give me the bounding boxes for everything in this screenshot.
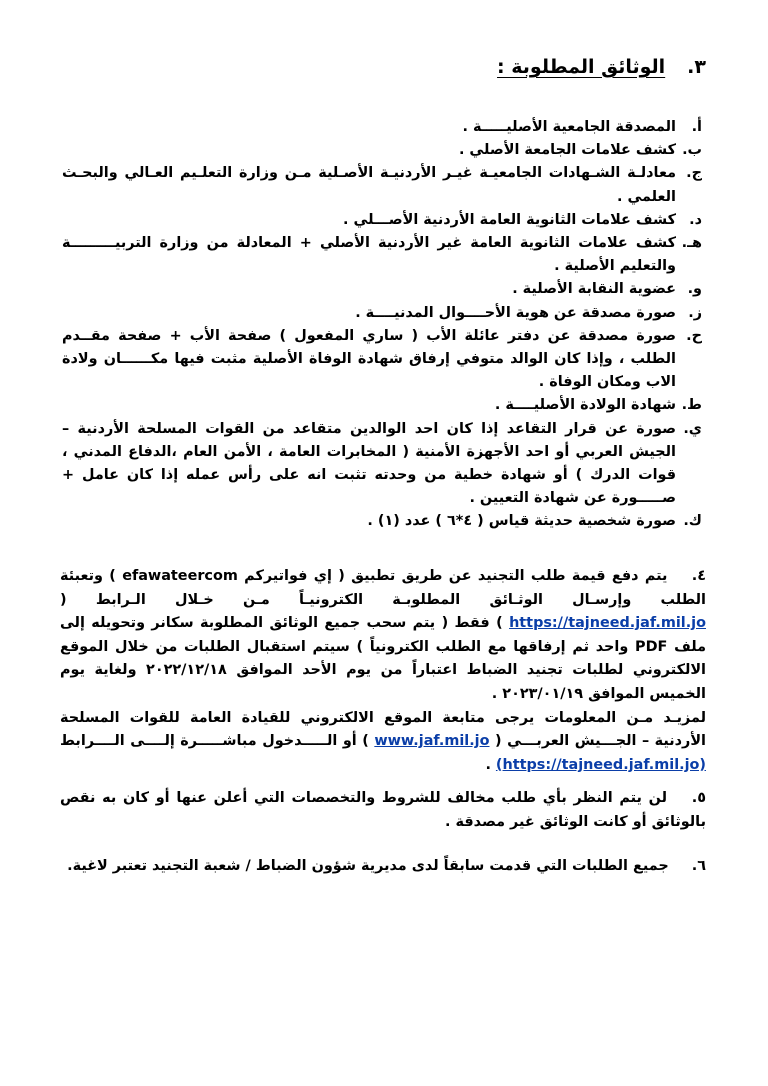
list-item: [62, 510, 702, 533]
paragraph-5-text: لن يتم النظر بأي طلب مخالف للشروط والتخصصات التي أعلن عنها أو كان به نقص بالوثائق أو كانت الوثائق غير مصدقة .: [60, 790, 706, 830]
direct-application-link[interactable]: (https://tajneed.jaf.mil.jo): [495, 756, 706, 773]
application-link[interactable]: https://tajneed.jaf.mil.jo: [509, 615, 706, 632]
list-marker: ج.: [686, 165, 702, 182]
list-item-text: صورة مصدقة عن هوية الأحــــوال المدنيــــة .: [355, 304, 676, 321]
list-item-text: صورة مصدقة عن دفتر عائلة الأب ( ساري المفعول ) صفحة الأب + صفحة مقــدم الطلب ، وإذا كان الوالد متوفي إرفاق شهادة الوفاة الأصلية مثبت فيها مكــــــان ولادة الاب ومكان الوفاة .: [62, 327, 676, 391]
list-item: [62, 116, 702, 139]
list-marker: د.: [689, 211, 702, 228]
list-item-text: عضوية النقابة الأصلية .: [512, 281, 676, 298]
list-item: [62, 209, 702, 232]
list-item-text: معادلـة الشـهادات الجامعيـة غيـر الأردنيـة الأصـلية مـن وزارة التعلـيم العـالي والبحـث العلمي .: [62, 165, 676, 205]
paragraph-6-text: جميع الطلبات التي قدمت سابقاً لدى مديرية شؤون الضباط / شعبة التجنيد تعتبر لاغية.: [67, 858, 669, 874]
list-item-text: شهادة الولادة الأصليــــة .: [494, 397, 676, 414]
paragraph-4-text-4: ) أو الـــــدخول مباشـــــرة إلــــى الــــرابط: [60, 733, 369, 750]
list-marker: ك.: [683, 513, 702, 530]
section-3-heading: [497, 56, 706, 78]
list-marker: ي.: [683, 420, 702, 437]
list-item: [62, 394, 702, 417]
list-marker: هـ.: [681, 235, 702, 252]
paragraph-number: ٥.: [691, 790, 707, 806]
list-item: [62, 418, 702, 511]
paragraph-4-text-1: يتم دفع قيمة طلب التجنيد عن طريق تطبيق ( إي فواتيركم efawateercom ) وتعبئة الطلب وإرسـال الوثـائق المطلوبـة الكترونيـاً مـن خـلال الـرابط (: [60, 568, 706, 608]
paragraph-6: [60, 855, 706, 879]
list-item: [62, 162, 702, 208]
paragraph-4-text-2: ) فقط ( يتم سحب جميع الوثائق المطلوبة سكانر وتحويله إلى ملف PDF واحد ثم إرفاقها مع الطلب الكترونياً ) سيتم استقبال الطلبات من خلال الموقع الالكتروني لطلبات تجنيد الضباط اعتباراً من يوم الأحد الموافق ٢٠٢٢/١٢/١٨ ولغاية يوم الخميس الموافق ٢٠٢٣/٠١/١٩ .: [60, 615, 706, 702]
list-item: [62, 325, 702, 395]
list-item: [62, 278, 702, 301]
paragraph-4-text-5: .: [485, 756, 491, 773]
list-item: [62, 139, 702, 162]
list-item-text: كشف علامات الجامعة الأصلي .: [458, 142, 676, 159]
list-item: [62, 302, 702, 325]
jaf-website-link[interactable]: www.jaf.mil.jo: [374, 733, 490, 750]
list-item-text: المصدقة الجامعية الأصليـــــة .: [462, 119, 676, 135]
list-marker: و.: [687, 281, 702, 298]
paragraph-4-text-3: لمزيـد مـن المعلومات يرجى متابعة الموقع الالكتروني للقيادة العامة للقوات المسلحة الأردنية – الجـــيش العربـــي (: [60, 709, 706, 750]
list-marker: ط.: [681, 397, 702, 414]
required-documents-list: [62, 116, 702, 534]
list-item-text: صورة عن قرار التقاعد إذا كان احد الوالدين متقاعد من القوات المسلحة الأردنية – الجيش العربي أو احد الأجهزة الأمنية ( المخابرات العامة ، الأمن العام ،الدفاع المدني ، قوات الدرك ) أو شهادة خطية من وحدته تثبت انه على رأس عمله إذا كان عامل + صـــــورة عن شهادة التعيين .: [62, 420, 676, 507]
paragraph-5: [60, 787, 706, 834]
section-number: ٣.: [687, 56, 706, 78]
list-item-text: كشف علامات الثانوية العامة الأردنية الأصـــلي .: [343, 211, 676, 228]
list-marker: أ.: [691, 119, 702, 135]
list-marker: ز.: [688, 304, 702, 321]
list-marker: ح.: [686, 327, 702, 344]
list-item-text: كشف علامات الثانوية العامة غير الأردنية الأصلي + المعادلة من وزارة التربيـــــــــة والتعليم الأصلية .: [62, 235, 676, 275]
list-marker: ب.: [682, 142, 702, 159]
paragraph-4: [60, 565, 706, 777]
section-title: الوثائق المطلوبة :: [497, 56, 666, 78]
paragraph-number: ٤.: [691, 568, 706, 584]
list-item-text: صورة شخصية حديثة قياس ( ٤*٦ ) عدد (١) .: [367, 513, 676, 530]
list-item: [62, 232, 702, 278]
paragraph-number: ٦.: [691, 858, 706, 874]
